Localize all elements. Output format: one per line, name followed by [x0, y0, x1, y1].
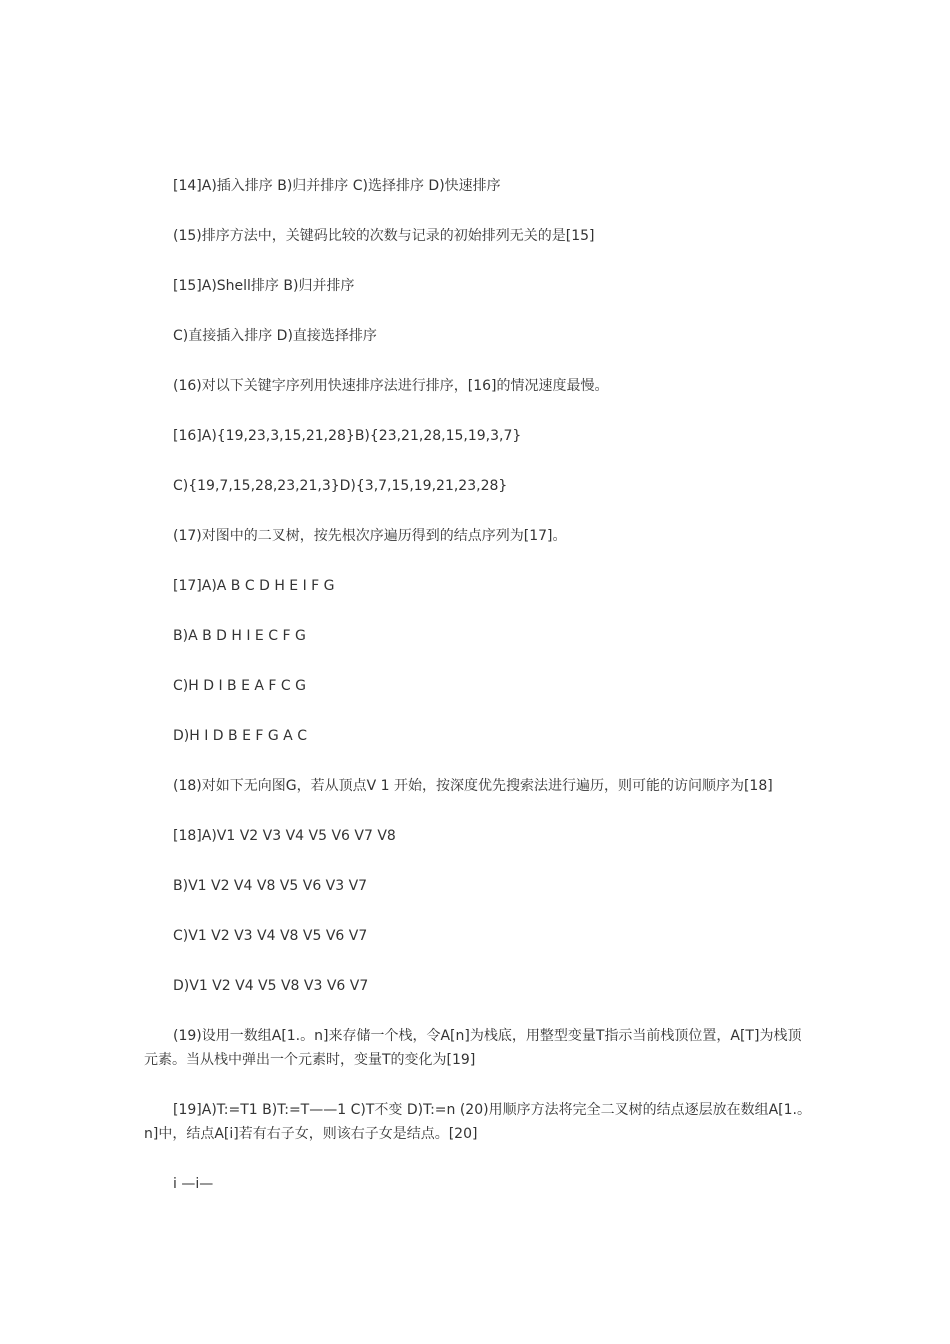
paragraph-q16-question: (16)对以下关键字序列用快速排序法进行排序，[16]的情况速度最慢。: [173, 378, 609, 394]
paragraph-q16-options-ab: [16]A){19,23,3,15,21,28}B){23,21,28,15,19,3,7}: [173, 428, 522, 444]
paragraph-q19-options-q20: [19]A)T:=T1 B)T:=T——1 C)T不变 D)T:=n (20)用顺序方法将完全二叉树的结点逐层放在数组A[1.。n]中，结点A[i]若有右子女，则该右子女是结点。[20]: [144, 1102, 811, 1142]
paragraph-q17-question: (17)对图中的二叉树，按先根次序遍历得到的结点序列为[17]。: [173, 528, 567, 544]
paragraph-q18-option-b: B)V1 V2 V4 V8 V5 V6 V3 V7: [173, 878, 368, 894]
paragraph-fragment: i —i—: [173, 1176, 214, 1192]
paragraph-q18-question: (18)对如下无向图G，若从顶点V 1 开始，按深度优先搜索法进行遍历，则可能的访问顺序为[18]: [173, 778, 773, 794]
paragraph-q19-question: (19)设用一数组A[1.。n]来存储一个栈，令A[n]为栈底，用整型变量T指示当前栈顶位置，A[T]为栈顶元素。当从栈中弹出一个元素时，变量T的变化为[19]: [144, 1028, 802, 1068]
paragraph-q17-option-c: C)H D I B E A F C G: [173, 678, 306, 694]
paragraph-q18-option-d: D)V1 V2 V4 V5 V8 V3 V6 V7: [173, 978, 369, 994]
paragraph-q14-options: [14]A)插入排序 B)归并排序 C)选择排序 D)快速排序: [173, 178, 501, 194]
document-body: [144, 174, 814, 1196]
paragraph-q17-option-d: D)H I D B E F G A C: [173, 728, 307, 744]
paragraph-q15-question: (15)排序方法中，关键码比较的次数与记录的初始排列无关的是[15]: [173, 228, 595, 244]
paragraph-q17-option-b: B)A B D H I E C F G: [173, 628, 306, 644]
paragraph-q18-option-c: C)V1 V2 V3 V4 V8 V5 V6 V7: [173, 928, 368, 944]
paragraph-q15-options-cd: C)直接插入排序 D)直接选择排序: [173, 328, 377, 344]
paragraph-q16-options-cd: C){19,7,15,28,23,21,3}D){3,7,15,19,21,23,28}: [173, 478, 508, 494]
paragraph-q18-option-a: [18]A)V1 V2 V3 V4 V5 V6 V7 V8: [173, 828, 396, 844]
paragraph-q17-option-a: [17]A)A B C D H E I F G: [173, 578, 335, 594]
paragraph-q15-options-ab: [15]A)Shell排序 B)归并排序: [173, 278, 355, 294]
